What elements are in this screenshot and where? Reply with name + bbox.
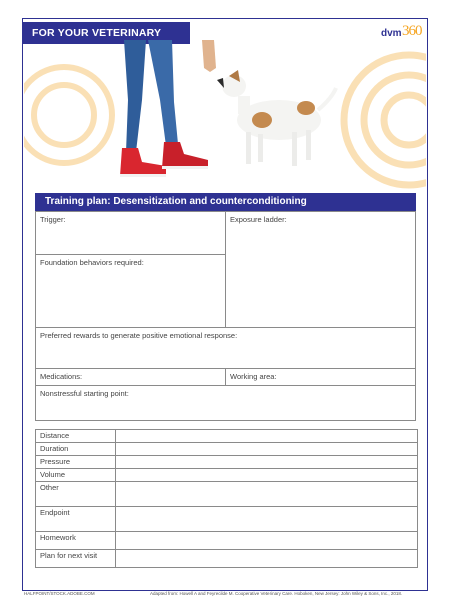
row-entry[interactable] <box>116 430 418 443</box>
preferred-rewards-field[interactable] <box>35 327 416 369</box>
working-area-label: Working area: <box>230 372 277 381</box>
table-row <box>36 430 418 443</box>
row-entry[interactable] <box>116 532 418 550</box>
logo-brand: dvm <box>381 28 402 39</box>
foundation-behaviors-field[interactable] <box>35 254 226 328</box>
row-label: Homework <box>36 532 116 550</box>
exposure-ladder-label: Exposure ladder: <box>230 215 287 224</box>
table-row <box>36 469 418 482</box>
row-entry[interactable] <box>116 507 418 532</box>
decorative-rings-right <box>344 55 426 185</box>
citation: Adapted from: Howell A and Feyrecilde M. Cooperative Veterinary Care. Hoboken, New Jersey: John Wiley & Sons, Inc., 2018. <box>150 591 403 596</box>
table-row <box>36 550 418 568</box>
preferred-rewards-label: Preferred rewards to generate positive emotional response: <box>40 331 238 340</box>
foundation-behaviors-label: Foundation behaviors required: <box>40 258 144 267</box>
trigger-field[interactable] <box>35 211 226 255</box>
medications-field[interactable] <box>35 368 226 386</box>
photo-credit: HALFPOINT/STOCK.ADOBE.COM <box>24 591 95 596</box>
starting-point-label: Nonstressful starting point: <box>40 389 129 398</box>
row-entry[interactable] <box>116 456 418 469</box>
row-label: Distance <box>36 430 116 443</box>
table-row <box>36 507 418 532</box>
row-label: Plan for next visit <box>36 550 116 568</box>
row-entry[interactable] <box>116 469 418 482</box>
row-entry[interactable] <box>116 443 418 456</box>
medications-label: Medications: <box>40 372 83 381</box>
row-entry[interactable] <box>116 482 418 507</box>
row-label: Volume <box>36 469 116 482</box>
dog <box>217 70 336 166</box>
progress-tracker-table <box>35 429 418 568</box>
team-banner: FOR YOUR VETERINARY TEAM <box>22 22 190 44</box>
table-row <box>36 482 418 507</box>
working-area-field[interactable] <box>225 368 416 386</box>
person-legs <box>120 40 216 177</box>
logo-number: 360 <box>402 23 422 39</box>
row-label: Pressure <box>36 456 116 469</box>
row-label: Endpoint <box>36 507 116 532</box>
row-entry[interactable] <box>116 550 418 568</box>
table-row <box>36 532 418 550</box>
dog-training-photo <box>24 40 426 190</box>
section-title: Training plan: Desensitization and counterconditioning <box>35 193 416 211</box>
starting-point-field[interactable] <box>35 385 416 421</box>
table-row <box>36 456 418 469</box>
exposure-ladder-field[interactable] <box>225 211 416 328</box>
trigger-label: Trigger: <box>40 215 66 224</box>
table-row <box>36 443 418 456</box>
decorative-rings-left <box>24 67 112 163</box>
row-label: Duration <box>36 443 116 456</box>
row-label: Other <box>36 482 116 507</box>
